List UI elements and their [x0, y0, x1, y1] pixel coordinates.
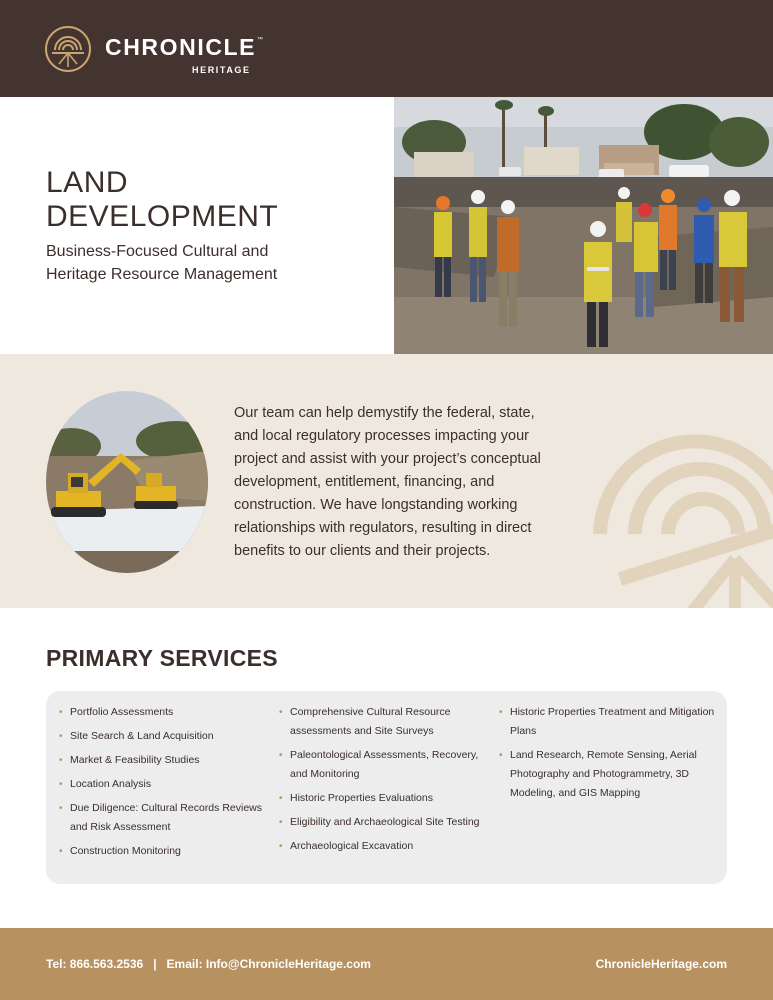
service-item: • Comprehensive Cultural Resource assessments and Site Surveys [266, 703, 486, 741]
bullet-icon: • [59, 803, 63, 814]
footer-contact [46, 957, 371, 971]
service-item: • Historic Properties Treatment and Mitigation Plans [486, 703, 716, 741]
services-heading: PRIMARY SERVICES [46, 645, 278, 671]
header-bar [0, 0, 773, 97]
bullet-icon: • [499, 707, 503, 718]
page-subtitle [46, 240, 376, 286]
bullet-icon: • [59, 731, 63, 742]
service-item: • Portfolio Assessments [46, 703, 276, 722]
service-item: • Eligibility and Archaeological Site Testing [266, 813, 486, 832]
service-item: • Market & Feasibility Studies [46, 751, 276, 770]
hero-photo-field-crew [394, 97, 773, 354]
service-item: • Paleontological Assessments, Recovery, and Monitoring [266, 746, 486, 784]
subtitle-line-2: Heritage Resource Management [46, 266, 278, 283]
bullet-icon: • [499, 750, 503, 761]
title-line-1: LAND [46, 166, 129, 199]
brand-name: CHRONICLE [105, 34, 257, 60]
services-column-3 [486, 703, 716, 808]
service-item: • Due Diligence: Cultural Records Reviews and Risk Assessment [46, 799, 276, 837]
brand-subtitle: HERITAGE [192, 65, 251, 75]
footer-website-link[interactable]: ChronicleHeritage.com [595, 957, 727, 971]
intro-paragraph: Our team can help demystify the federal, state, and local regulatory processes impacting your project and assist with your project’s conceptual development, entitlement, financing, and construction. We have longstanding working relationships with regulators, resulting in direct benefits to our clients and their projects. [234, 405, 541, 559]
intro-photo-excavator [46, 391, 208, 573]
bullet-icon: • [279, 750, 283, 761]
chronicle-logo-icon [44, 23, 92, 75]
service-item: • Construction Monitoring [46, 842, 276, 861]
intro-section [0, 354, 773, 608]
bullet-icon: • [59, 846, 63, 857]
bullet-icon: • [279, 817, 283, 828]
services-panel [46, 691, 727, 884]
bullet-icon: • [279, 793, 283, 804]
services-column-2 [266, 703, 486, 861]
bullet-icon: • [279, 841, 283, 852]
service-item: • Land Research, Remote Sensing, Aerial Photography and Photogrammetry, 3D Modeling, and GIS Mapping [486, 746, 716, 803]
footer-phone[interactable]: Tel: 866.563.2536 [46, 957, 144, 971]
decorative-logo-watermark-icon [580, 384, 773, 608]
footer-bar [0, 928, 773, 1000]
title-line-2: DEVELOPMENT [46, 200, 279, 233]
service-item: • Location Analysis [46, 775, 276, 794]
services-column-1 [46, 703, 276, 866]
bullet-icon: • [59, 779, 63, 790]
footer-separator: | [153, 957, 157, 971]
footer-email-link[interactable]: Email: Info@ChronicleHeritage.com [166, 957, 371, 971]
brand-trademark: ™ [257, 37, 263, 43]
subtitle-line-1: Business-Focused Cultural and [46, 243, 269, 260]
service-item: • Archaeological Excavation [266, 837, 486, 856]
bullet-icon: • [279, 707, 283, 718]
bullet-icon: • [59, 755, 63, 766]
page-title [46, 166, 376, 234]
service-item: • Site Search & Land Acquisition [46, 727, 276, 746]
service-item: • Historic Properties Evaluations [266, 789, 486, 808]
bullet-icon: • [59, 707, 63, 718]
